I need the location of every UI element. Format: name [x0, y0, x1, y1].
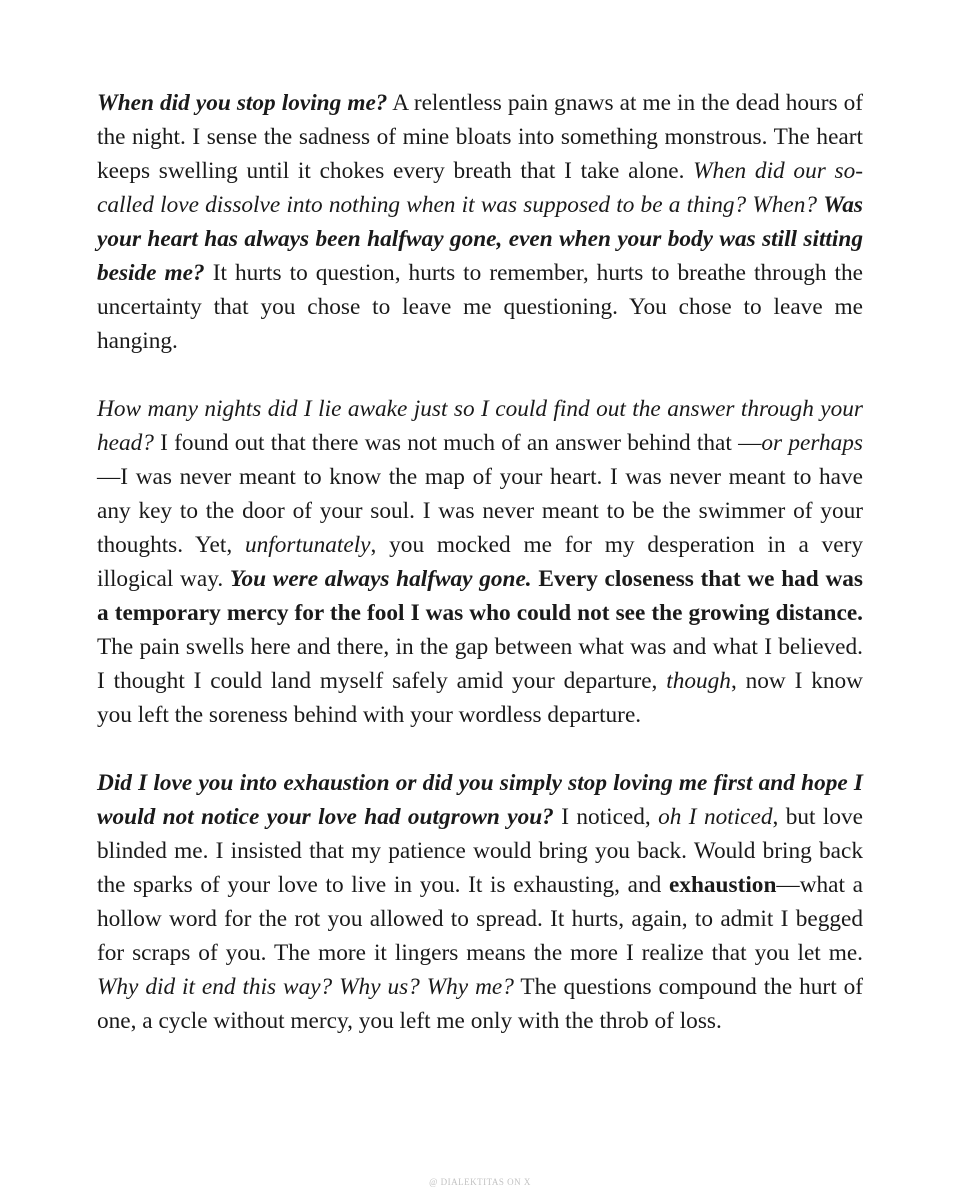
text-segment: —what a hollow word for the rot you allowed to spread. It hurts, again, to admit I begged for scraps of you. The more it lingers means the more I realize that you let me.: [97, 872, 863, 966]
text-segment: —I was never meant to know the map of your heart. I was never meant to have any key to the door of your soul. I was never meant to be the swimmer of your thoughts. Yet,: [97, 464, 863, 558]
author-credit: @ DIALEKTITAS ON X: [429, 1177, 531, 1187]
text-segment: or perhaps: [761, 430, 864, 456]
text-segment: It hurts to question, hurts to remember, hurts to breathe through the uncertainty that you chose to leave me questioning. You chose to leave me hanging.: [97, 260, 864, 354]
paragraph-2: [97, 392, 863, 732]
text-segment: When did our so-called love dissolve into nothing when it was supposed to be a thing? When?: [97, 158, 863, 218]
text-segment: How many nights did I lie awake just so I could find out the answer through your head?: [97, 396, 863, 456]
text-segment: , now I know you left the soreness behind with your wordless departure.: [97, 668, 863, 728]
text-segment: You were always halfway gone.: [229, 566, 532, 592]
paragraph-3: [97, 766, 863, 1038]
text-segment: Did I love you into exhaustion or did you simply stop loving me first and hope I would not notice your love had outgrown you?: [97, 770, 863, 830]
text-segment: The pain swells here and there, in the gap between what was and what I believed. I thought I could land myself safely amid your departure,: [97, 634, 863, 694]
text-segment: unfortunately: [244, 532, 371, 558]
text-segment: Every closeness that we had was a temporary mercy for the fool I was who could not see the growing distance.: [97, 566, 863, 626]
text-segment: though: [666, 668, 731, 694]
text-segment: exhaustion: [668, 872, 777, 898]
text-segment: The questions compound the hurt of one, a cycle without mercy, you left me only with the throb of loss.: [97, 974, 863, 1034]
text-segment: , you mocked me for my desperation in a very illogical way.: [97, 532, 863, 592]
text-segment: I noticed,: [553, 804, 659, 830]
text-segment: Was your heart has always been halfway gone, even when your body was still sitting beside me?: [97, 192, 863, 286]
text-segment: oh I noticed: [658, 804, 773, 830]
text-segment: Why did it end this way? Why us? Why me?: [97, 974, 514, 1000]
text-segment: , but love blinded me. I insisted that my patience would bring you back. Would bring back the sparks of your love to live in you. It is exhausting, and: [97, 804, 863, 898]
text-segment: When did you stop loving me?: [97, 90, 388, 116]
document-body: [97, 86, 863, 1038]
text-segment: A relentless pain gnaws at me in the dead hours of the night. I sense the sadness of mine bloats into something monstrous. The heart keeps swelling until it chokes every breath that I take alone.: [97, 90, 863, 184]
text-segment: I found out that there was not much of an answer behind that —: [153, 430, 762, 456]
paragraph-1: [97, 86, 863, 358]
